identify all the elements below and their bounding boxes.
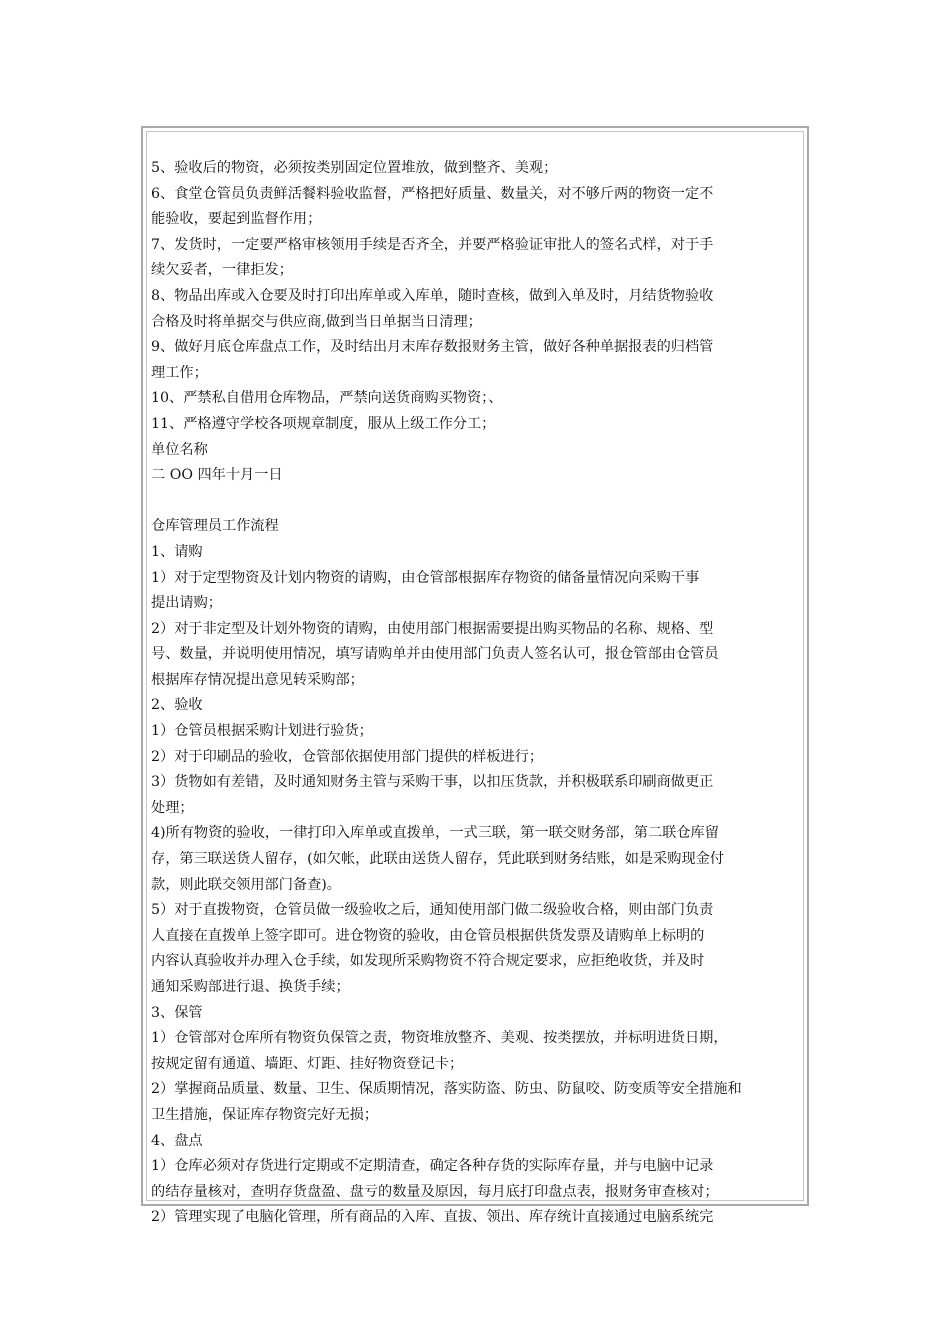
text-line: 11、严格遵守学校各项规章制度，服从上级工作分工； — [151, 415, 496, 432]
text-line: 2）管理实现了电脑化管理，所有商品的入库、直拔、领出、库存统计直接通过电脑系统完 — [151, 1209, 714, 1226]
text-line: 1）仓库必须对存货进行定期或不定期清查，确定各种存货的实际库存量，并与电脑中记录 — [151, 1158, 714, 1175]
text-line: 仓库管理员工作流程 — [151, 518, 279, 535]
text-line: 4)所有物资的验收，一律打印入库单或直拨单，一式三联，第一联交财务部，第二联仓库留 — [151, 825, 719, 842]
text-line: 二 OO 四年十月一日 — [151, 467, 283, 484]
text-line: 1）仓管员根据采购计划进行验货； — [151, 723, 373, 740]
document-inner-border — [146, 131, 804, 1226]
text-line: 按规定留有通道、墙距、灯距、挂好物资登记卡； — [151, 1055, 464, 1072]
text-line: 1）对于定型物资及计划内物资的请购，由仓管部根据库存物资的储备量情况向采购干事 — [151, 569, 700, 586]
text-line: 卫生措施，保证库存物资完好无损； — [151, 1106, 379, 1123]
text-line: 续欠妥者，一律拒发； — [151, 262, 293, 279]
text-line: 1）仓管部对仓库所有物资负保管之责，物资堆放整齐、美观、按类摆放，并标明进货日期， — [151, 1030, 728, 1047]
document-frame — [141, 126, 809, 1226]
text-line: 4、盘点 — [151, 1132, 203, 1149]
text-line: 7、发货时，一定要严格审核领用手续是否齐全，并要严格验证审批人的签名式样，对于手 — [151, 236, 714, 253]
text-line: 1、请购 — [151, 543, 203, 560]
text-line: 处理； — [151, 799, 194, 816]
text-line: 单位名称 — [151, 441, 208, 458]
text-line: 的结存量核对，查明存货盘盈、盘亏的数量及原因，每月底打印盘点表，报财务审查核对； — [151, 1183, 719, 1200]
text-line: 5、验收后的物资，必须按类别固定位置堆放，做到整齐、美观； — [151, 160, 558, 176]
text-line: 5）对于直拨物资，仓管员做一级验收之后，通知使用部门做二级验收合格，则由部门负责 — [151, 902, 714, 919]
text-line: 8、物品出库或入仓要及时打印出库单或入库单，随时查核，做到入单及时，月结货物验收 — [151, 287, 714, 304]
text-line: 款，则此联交领用部门备查)。 — [151, 876, 341, 893]
text-line: 2、验收 — [151, 697, 203, 714]
text-line: 根据库存情况提出意见转采购部； — [151, 671, 364, 688]
text-line: 存，第三联送货人留存，(如欠帐，此联由送货人留存，凭此联到财务结账，如是采购现金付 — [151, 851, 725, 868]
text-line: 3）货物如有差错，及时通知财务主管与采购干事，以扣压货款，并积极联系印刷商做更正 — [151, 774, 714, 791]
text-line: 2）对于印刷品的验收，仓管部依据使用部门提供的样板进行； — [151, 748, 544, 765]
text-line: 3、保管 — [151, 1004, 203, 1021]
blank-line — [151, 489, 803, 515]
text-line: 6、食堂仓管员负责鲜活餐料验收监督，严格把好质量、数量关，对不够斤两的物资一定不 — [151, 185, 714, 202]
text-line: 9、做好月底仓库盘点工作，及时结出月末库存数报财务主管，做好各种单据报表的归档管 — [151, 339, 714, 356]
text-line: 提出请购； — [151, 595, 222, 612]
text-line: 2）掌握商品质量、数量、卫生、保质期情况，落实防盗、防虫、防鼠咬、防变质等安全措施和 — [151, 1081, 742, 1098]
text-line: 2）对于非定型及计划外物资的请购，由使用部门根据需要提出购买物品的名称、规格、型 — [151, 620, 714, 637]
text-line: 号、数量，并说明使用情况，填写请购单并由使用部门负责人签名认可，报仓管部由仓管员 — [151, 646, 719, 663]
text-line: 理工作； — [151, 364, 208, 381]
text-line: 能验收，要起到监督作用； — [151, 211, 322, 228]
document-content — [151, 156, 803, 1231]
text-line: 合格及时将单据交与供应商,做到当日单据当日清理； — [151, 313, 482, 330]
text-line: 人直接在直拨单上签字即可。进仓物资的验收，由仓管员根据供货发票及请购单上标明的 — [151, 927, 705, 944]
text-line: 内容认真验收并办理入仓手续，如发现所采购物资不符合规定要求，应拒绝收货，并及时 — [151, 953, 705, 970]
text-line: 10、严禁私自借用仓库物品，严禁向送货商购买物资；、 — [151, 390, 503, 407]
text-line: 通知采购部进行退、换货手续； — [151, 979, 350, 995]
